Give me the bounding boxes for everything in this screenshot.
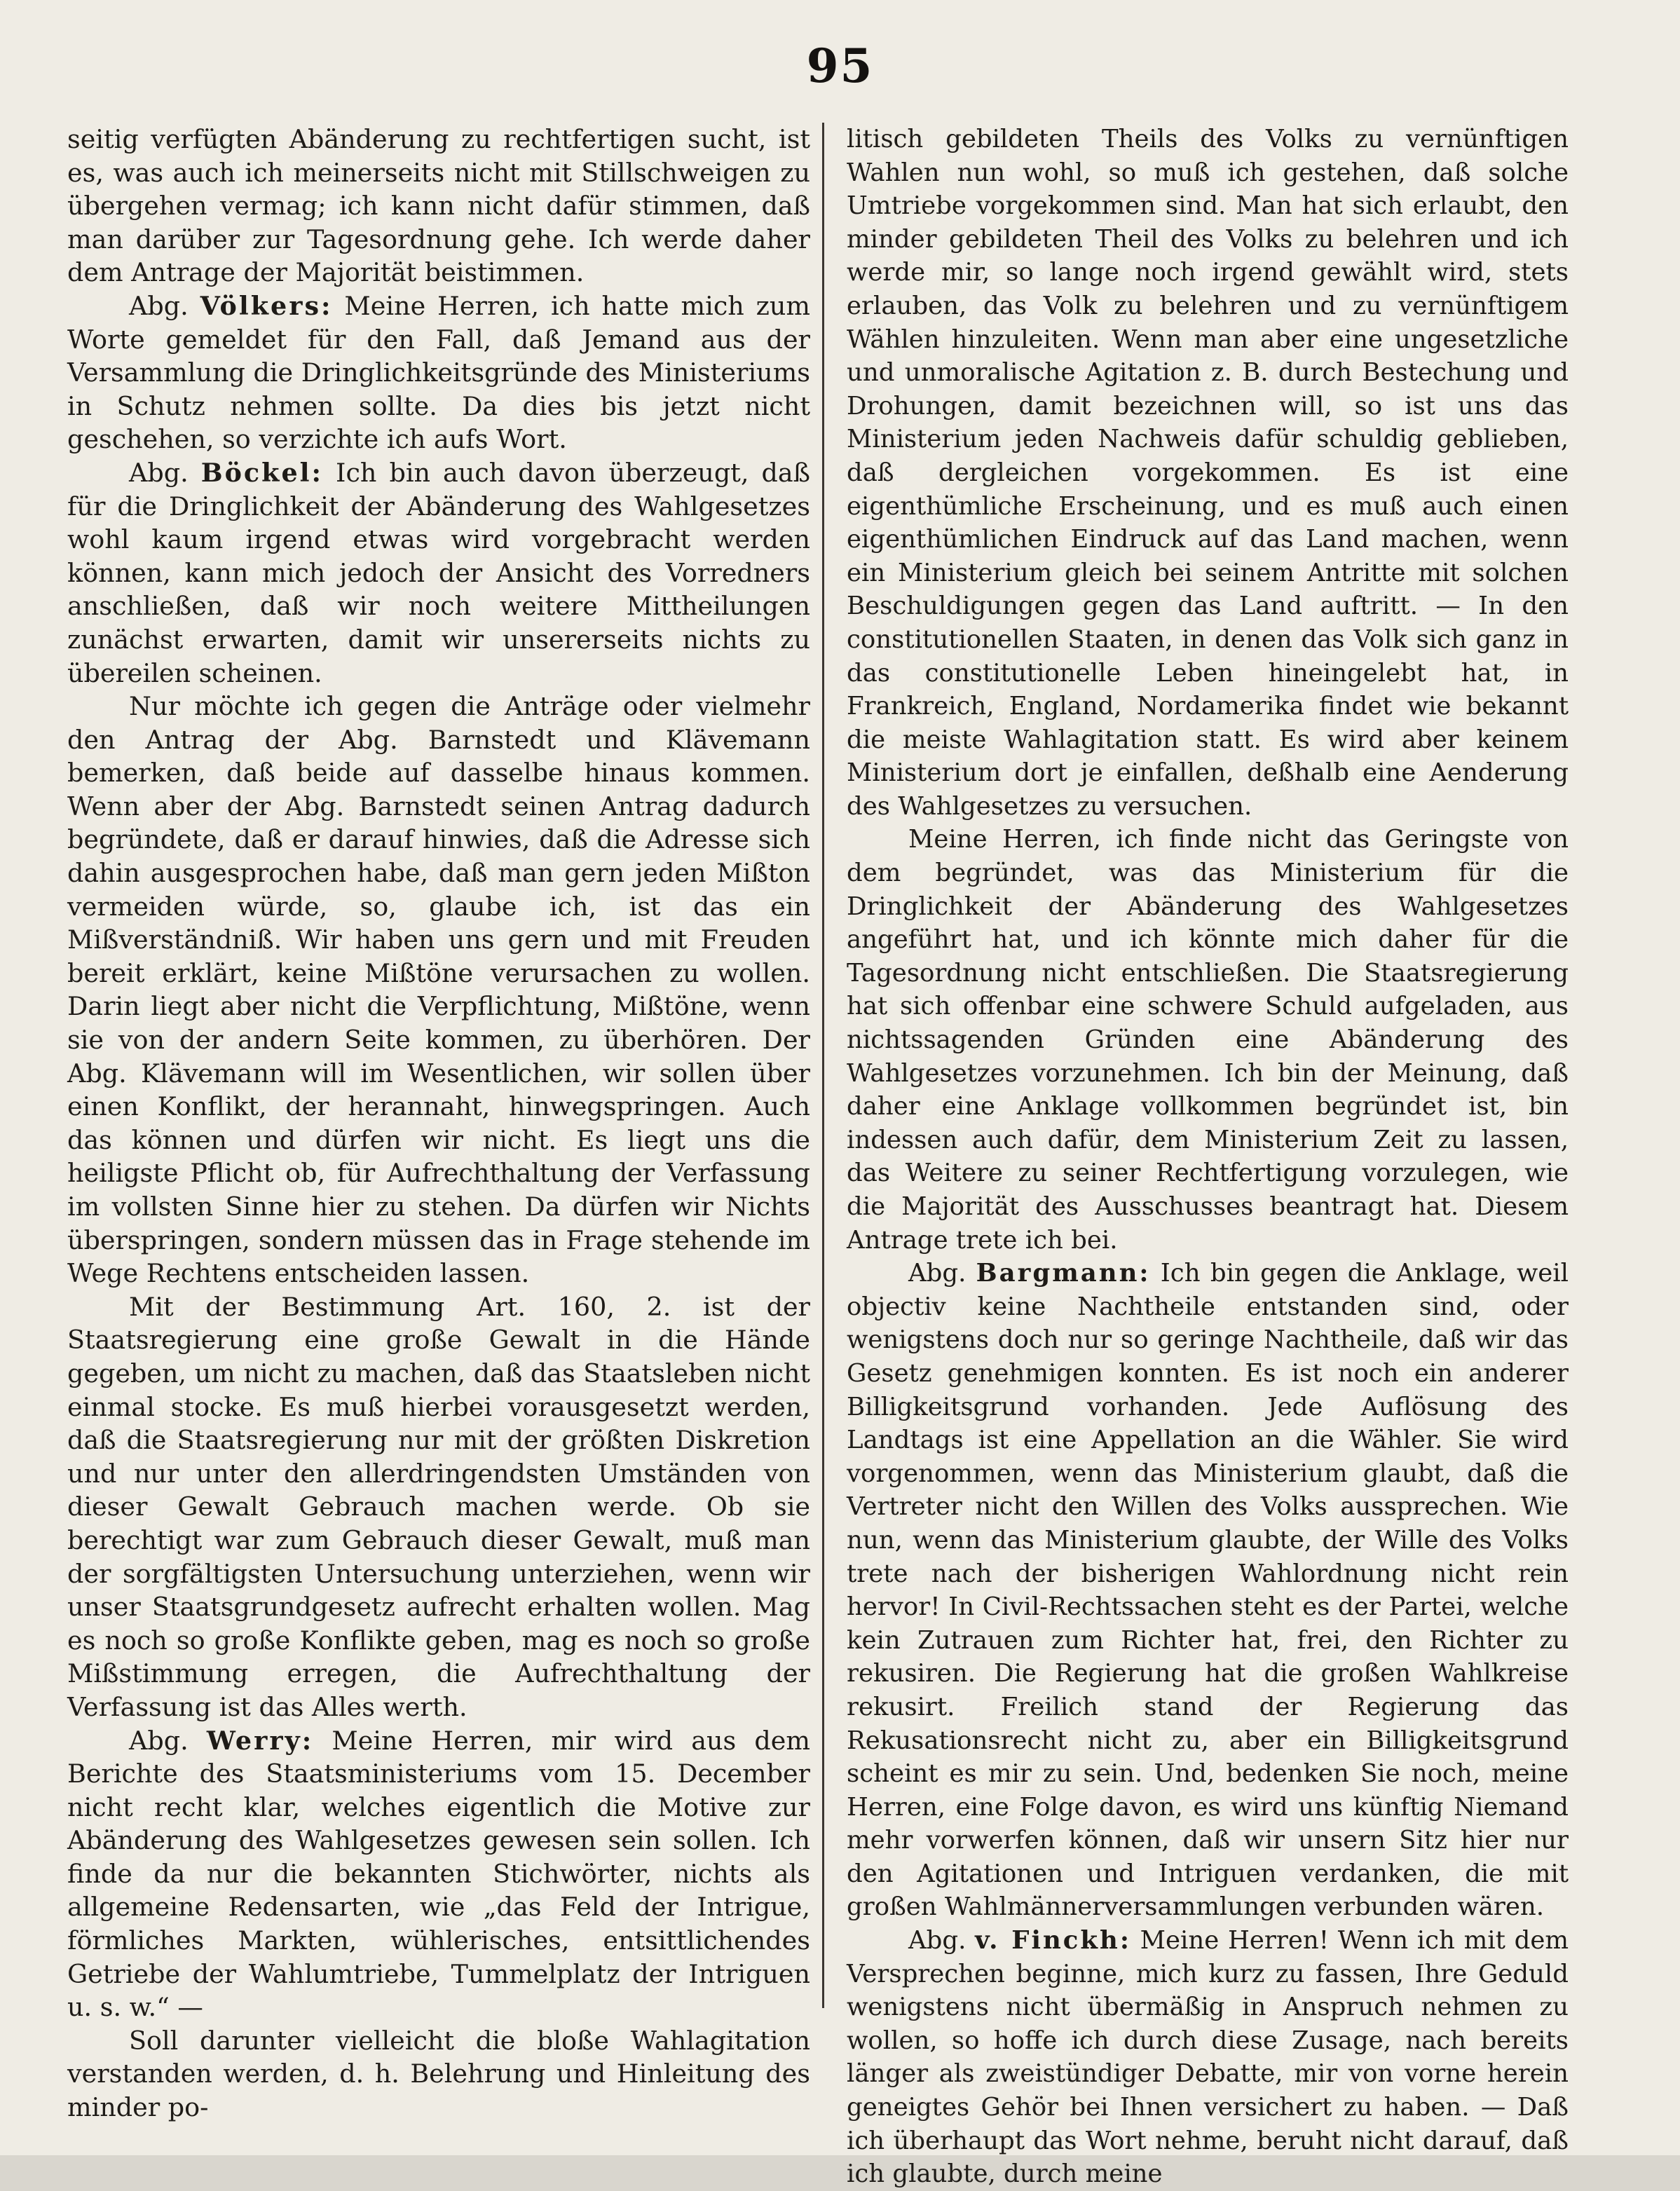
column-divider — [822, 123, 824, 2008]
paragraph: Abg. v. Finckh: Meine Herren! Wenn ich mit dem Versprechen beginne, mich kurz zu fassen, Ihre Geduld wenigstens nicht übermäßig in Anspruch nehmen zu wollen, so hoffe ich durch diese Zusage, nach bereits länger als zweistündiger Debatte, mir von vorne herein geneigtes Gehör bei Ihnen versichert zu haben. — Daß ich überhaupt das Wort nehme, beruht nicht darauf, daß ich glaubte, durch meine — [847, 1926, 1569, 2189]
paragraph: Meine Herren, ich finde nicht das Geringste von dem begründet, was das Ministerium für die Dringlichkeit der Abänderung des Wahlgesetzes angeführt hat, und ich könnte mich daher für die Tagesordnung nicht entschließen. Die Staatsregierung hat sich offenbar eine schwere Schuld aufgeladen, aus nichtssagenden Gründen eine Abänderung des Wahlgesetzes vorzunehmen. Ich bin der Meinung, daß daher eine Anklage vollkommen begründet ist, bin indessen auch dafür, dem Ministerium Zeit zu lassen, das Weitere zu seiner Rechtfertigung vorzulegen, wie die Majorität des Ausschusses beantragt hat. Diesem Antrage trete ich bei. — [847, 825, 1569, 1255]
paragraph: Abg. Bargmann: Ich bin gegen die Anklage, weil objectiv keine Nachtheile entstanden sind, oder wenigstens doch nur so geringe Nachtheile, daß wir das Gesetz genehmigen konnten. Es ist noch ein anderer Billigkeitsgrund vorhanden. Jede Auflösung des Landtags ist eine Appellation an die Wähler. Sie wird vorgenommen, wenn das Ministerium glaubt, daß die Vertreter nicht den Willen des Volks aussprechen. Wie nun, wenn das Ministerium glaubte, der Wille des Volks trete nach der bisherigen Wahlordnung nicht rein hervor! In Civil-Rechtssachen steht es der Partei, welche kein Zutrauen zum Richter hat, frei, den Richter zu rekusiren. Die Regierung hat die großen Wahlkreise rekusirt. Freilich stand der Regierung das Rekusationsrecht nicht zu, aber ein Billigkeitsgrund scheint es mir zu sein. Und, bedenken Sie noch, meine Herren, eine Folge davon, es wird uns künftig Niemand mehr vorwerfen können, daß wir unsern Sitz hier nur den Agitationen und Intriguen verdanken, die mit großen Wahlmännerversammlungen verbunden wären. — [847, 1259, 1569, 1922]
right-column — [847, 123, 1569, 2189]
paragraph: Abg. Böckel: Ich bin auch davon überzeugt, daß für die Dringlichkeit der Abänderung des Wahlgesetzes wohl kaum irgend etwas wird vorgebracht werden können, kann mich jedoch der Ansicht des Vorredners anschließen, daß wir noch weitere Mittheilungen zunächst erwarten, damit wir unsererseits nichts zu übereilen scheinen. — [67, 457, 810, 688]
paragraph: Abg. Werry: Meine Herren, mir wird aus dem Berichte des Staatsministeriums vom 15. December nicht recht klar, welches eigentlich die Motive zur Abänderung des Wahlgesetzes gewesen sein sollen. Ich finde da nur die bekannten Stichwörter, nichts als allgemeine Redensarten, wie „das Feld der Intrigue, förmliches Markten, wühlerisches, entsittlichendes Getriebe der Wahlumtriebe, Tummelplatz der Intriguen u. s. w.“ — — [67, 1725, 811, 2023]
speaker-name: v. Finckh: — [975, 1926, 1131, 1955]
speaker-name: Werry: — [206, 1725, 314, 1756]
paragraph: Nur möchte ich gegen die Anträge oder vielmehr den Antrag der Abg. Barnstedt und Klävemann bemerken, daß beide auf dasselbe hinaus kommen. Wenn aber der Abg. Barnstedt seinen Antrag dadurch begründete, daß er darauf hinwies, daß die Adresse sich dahin ausgesprochen habe, daß man gern jeden Mißton vermeiden würde, so, glaube ich, ist das ein Mißverständniß. Wir haben uns gern und mit Freuden bereit erklärt, keine Mißtöne verursachen zu wollen. Darin liegt aber nicht die Verpflichtung, Mißtöne, wenn sie von der andern Seite kommen, zu überhören. Der Abg. Klävemann will im Wesentlichen, wir sollen über einen Konflikt, der herannaht, hinwegspringen. Auch das können und dürfen wir nicht. Es liegt uns die heiligste Pflicht ob, für Aufrechthaltung der Verfassung im vollsten Sinne hier zu stehen. Da dürfen wir Nichts überspringen, sondern müssen das in Frage stehende im Wege Rechtens entscheiden lassen. — [67, 691, 810, 1289]
paragraph: Abg. Völkers: Meine Herren, ich hatte mich zum Worte gemeldet für den Fall, daß Jemand aus der Versammlung die Dringlichkeitsgründe des Ministeriums in Schutz nehmen sollte. Da dies bis jetzt nicht geschehen, so verzichte ich aufs Wort. — [67, 290, 810, 455]
paragraph: Mit der Bestimmung Art. 160, 2. ist der Staatsregierung eine große Gewalt in die Hände gegeben, um nicht zu machen, daß das Staatsleben nicht einmal stocke. Es muß hierbei vorausgesetzt werden, daß die Staatsregierung nur mit der größten Diskretion und nur unter den allerdringendsten Umständen von dieser Gewalt Gebrauch machen werde. Ob sie berechtigt war zum Gebrauch dieser Gewalt, muß man der sorgfältigsten Untersuchung unterziehen, wenn wir unser Staatsgrundgesetz aufrecht erhalten wollen. Mag es noch so große Konflikte geben, mag es noch so große Mißstimmung erregen, die Aufrechthaltung der Verfassung ist das Alles werth. — [67, 1291, 811, 1722]
paragraph: litisch gebildeten Theils des Volks zu vernünftigen Wahlen nun wohl, so muß ich gestehen, daß solche Umtriebe vorgekommen sind. Man hat sich erlaubt, den minder gebildeten Theil des Volks zu belehren und ich werde mir, so lange noch irgend gewählt wird, stets erlauben, das Volk zu belehren und zu vernünftigem Wählen hinzuleiten. Wenn man aber eine ungesetzliche und unmoralische Agitation z. B. durch Bestechung und Drohungen, damit bezeichnen will, so ist uns das Ministerium jeden Nachweis dafür schuldig geblieben, daß dergleichen vorgekommen. Es ist eine eigenthümliche Erscheinung, und es muß auch einen eigenthümlichen Eindruck auf das Land machen, wenn ein Ministerium gleich bei seinem Antritte mit solchen Beschuldigungen gegen das Land auftritt. — In den constitutionellen Staaten, in denen das Volk sich ganz in das constitutionelle Leben hineingelebt hat, in Frankreich, England, Nordamerika findet wie bekannt die meiste Wahlagitation statt. Es wird aber keinem Ministerium dort je einfallen, deßhalb eine Aenderung des Wahlgesetzes zu versuchen. — [847, 125, 1569, 821]
speaker-name: Bargmann: — [976, 1259, 1151, 1288]
paragraph: Soll darunter vielleicht die bloße Wahlagitation verstanden werden, d. h. Belehrung und Hinleitung des minder po- — [67, 2025, 810, 2123]
paragraph: seitig verfügten Abänderung zu rechtfertigen sucht, ist es, was auch ich meinerseits nicht mit Stillschweigen zu übergehen vermag; ich kann nicht dafür stimmen, daß man darüber zur Tagesordnung gehe. Ich werde daher dem Antrage der Majorität beistimmen. — [67, 124, 810, 288]
page-number: 95 — [806, 39, 874, 93]
speaker-name: Völkers: — [200, 290, 333, 321]
left-column — [67, 123, 811, 2123]
speaker-name: Böckel: — [200, 457, 324, 488]
